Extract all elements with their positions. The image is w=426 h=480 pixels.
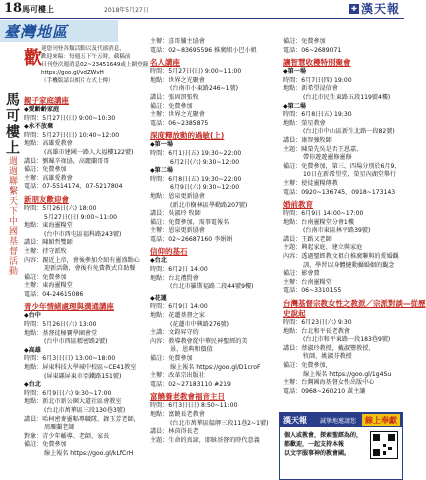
event-detail: 備註：免費參加: [283, 38, 326, 45]
event-session-label: ◆花蓮: [150, 294, 167, 302]
notice-line: （手機版請以相片方式上傳）: [41, 78, 114, 84]
event-detail: 時間：6月8日(五) 19:30: [283, 111, 352, 119]
event-detail: 時間：6月3日(日) 8:50~11:00: [150, 402, 238, 410]
events-column-2: [150, 38, 280, 445]
event-detail: 地點：東海靈糧堂: [24, 222, 73, 230]
event-detail: 講員：劉珮辛祿協，高麗蘭哥哥: [24, 157, 110, 165]
event-detail: 備註：免費參加，: [283, 362, 332, 369]
ad-line: 都歡迎，一起支持本報: [284, 441, 345, 448]
event-detail-cont: (台中市西區精密路2號): [44, 338, 108, 346]
event-detail: 備註：影會費: [283, 270, 320, 278]
qr-code-icon[interactable]: [370, 431, 398, 459]
event-detail: 電話：0968~260210 黃主讓: [283, 387, 366, 395]
event-detail-cont: 10日在新希望堂，榮星內湖堂舉行: [303, 171, 397, 179]
event-session-label: ◆高雄: [24, 346, 41, 354]
event-detail: 講員：王路又老師: [283, 235, 332, 243]
event-detail: 地點：新北市新公園大道社區會教室: [24, 398, 122, 406]
event-detail: 內容：透過聖經教文祖白推廣聯與的愛婚觀: [283, 253, 399, 261]
event-detail-cont: 線上報名 https://goo.gl/D1croF: [170, 363, 261, 371]
event-detail: 主辦：東海靈糧堂: [24, 282, 73, 290]
event-detail: 地點：高雄愛教會: [24, 140, 73, 148]
event-detail: 主題：陳榮先吳是否王恩嘉，: [283, 145, 363, 153]
notice-lines: [41, 45, 148, 85]
region-banner: [0, 20, 118, 42]
event-detail: 內容：親近上帝，會後參加介紹有靈盛點心: [24, 256, 140, 264]
event-detail: 主辦：台南靈糧堂: [283, 278, 332, 286]
event-detail: 地點：新希望浸信會: [283, 85, 338, 93]
side-column: [2, 92, 22, 302]
ad-slogan: 誠摯地邀請您: [320, 418, 357, 425]
event-detail-cont: (台北市萬華區艋舺三段11巷2~1號): [170, 419, 269, 427]
event-session-label: ◆愛齡齡家庭: [24, 106, 60, 113]
event-detail: 時間：6月2日 14:00: [150, 266, 208, 274]
ad-top-bar: [280, 413, 402, 427]
event-detail: 電話：06~3310155: [283, 287, 342, 295]
event-heading: 信仰的基石: [150, 247, 188, 257]
event-detail: 時間：6月9日 14:00~17:00: [283, 210, 364, 218]
event-detail: 主講：文鈞昇守的: [150, 329, 199, 337]
event-detail-cont: (屏東縣屏東市亞鐵路151號): [44, 372, 122, 380]
event-detail: 地點：基督徒極寶學園會堂: [24, 329, 98, 337]
event-detail-cont: 景，恩典和價值: [170, 346, 213, 354]
event-detail: 地點：屏東科技大學城中校區~CE41教室: [24, 364, 137, 372]
event-detail: 電話：02~83695596 推廣組小巴小姐: [150, 46, 257, 54]
event-detail-cont: (台北市民生東路五段119號4樓): [303, 93, 391, 101]
event-detail: 備註：免費參加: [150, 102, 193, 110]
submission-notice: [24, 44, 149, 92]
event-detail: 電話：06~2689071: [283, 46, 342, 54]
event-detail: 主辦：台灣國海基督女性出版中心: [283, 379, 375, 387]
event-detail: 地點：花蓮基督之家: [150, 312, 205, 320]
event-heading: 親子家庭講座: [24, 96, 69, 105]
event-detail-cont: (台北市和平東路一段183巷9號): [303, 336, 391, 344]
event-detail: 地點：台南靈糧堂分會1樓: [283, 218, 354, 226]
event-heading: 新朋友歡迎會: [24, 194, 69, 204]
event-detail: 時間：6月9日(六) 9:30~17:00: [24, 389, 112, 397]
notice-line: 迎您刊登各類活動以及代禱消息，: [41, 46, 125, 52]
event-detail-cont: (花蓮市中興路276號): [170, 320, 230, 328]
event-session-label: ◆第一場: [283, 68, 306, 76]
welcome-glyph: 歡: [24, 48, 42, 69]
section-name: 馬可樓上: [22, 5, 54, 14]
event-detail: 主辦：世界之光聚會: [150, 111, 205, 119]
event-heading: 史說起: [283, 309, 306, 319]
region-title: 臺灣地區: [4, 23, 69, 41]
event-detail: 內容：教導教會從中華民神聖經的美: [150, 337, 248, 345]
event-detail: 電話：02~27183110 #219: [150, 380, 231, 388]
event-detail: 講員：蔡淑玲教授，戴淑豐教授，: [283, 344, 375, 352]
event-detail: 備註：免費參加: [24, 441, 67, 449]
event-heading: 青少年情緒處理與溝通講座: [24, 302, 114, 312]
notice-line: 歡迎來稿：每週五下午五時，截稿前: [41, 54, 131, 60]
event-detail: 時間：5月26日(六) 13:00: [24, 321, 97, 329]
event-detail: 時間：6月23日(六) 9:30: [283, 319, 352, 327]
event-detail: 備註：免費參加，第三、四場分別於6月9、: [283, 162, 401, 170]
event-detail-cont: (高雄市建國一路人大福樓122號): [44, 148, 134, 156]
online-donate-button[interactable]: 線上奉獻: [362, 414, 400, 426]
event-detail: 電話：06~2385875: [150, 119, 209, 127]
event-detail-cont: (台北市羅斯福路二段44號9樓): [170, 283, 254, 291]
event-detail: 講員：康智強牧師: [283, 136, 332, 144]
event-session-label: ◆台北: [24, 381, 41, 389]
masthead-logo-icon: ✚: [349, 4, 359, 14]
event-detail: 時間：6月1日(五) 19:30~22:00: [150, 149, 242, 157]
event-session-label: ◆台中: [24, 312, 41, 320]
notice-line: 日刊登次週消息02~23451649或上網登錄: [41, 62, 149, 68]
masthead-title: 漢天報: [360, 2, 400, 16]
events-column-3: [283, 38, 426, 396]
event-detail-cont: (新北市樹林區學勤路207號): [170, 201, 248, 209]
event-detail-cont: (台中市西屯區福科路243號): [44, 230, 122, 238]
event-detail: 地點：恩泉更新協會: [150, 192, 205, 200]
event-heading: 讓智慧收穫特別聚會: [283, 58, 351, 68]
event-detail-cont: (台南市東區林平路39號): [303, 227, 371, 235]
event-detail: 主題：興起家庭、建立與家庭: [283, 244, 363, 252]
event-detail-cont: 5月27日(日) 9:00~11:00: [44, 213, 117, 221]
event-session-label: ◆第二場: [283, 102, 306, 110]
event-detail-cont: (台北市萬華區三段130巷3號): [44, 407, 126, 414]
event-session-label: ◆第二場: [150, 167, 173, 175]
event-detail: 時間：6月7日(四) 19:00: [283, 76, 352, 84]
ad-text: [284, 431, 362, 458]
notice-line: https://goo.gl/vdZWvH: [41, 70, 104, 76]
events-column-1: [24, 96, 148, 459]
event-detail: 主辦：使徒靈糧傳教: [283, 179, 338, 187]
event-detail-cont: 線上報名 https://goo.gl/1g4Su: [303, 370, 392, 378]
event-detail: 備註：免費參加，需事電報名: [150, 218, 230, 226]
event-detail: 電話：02~26687160 李娟娟: [150, 235, 233, 243]
event-detail-cont: (台北市中山區新生北路一段82號): [303, 128, 395, 136]
issue-date: 2018年5月27日: [104, 7, 149, 14]
ad-line: 以文字服事神的教會國。: [284, 450, 351, 457]
event-detail: 時間：6月9日 14:00: [150, 303, 208, 311]
event-detail-cont: 訓，學習以身體健動攝婚姻的觀念: [303, 261, 395, 269]
event-detail: 時間：6月3日(日) 13:00~18:00: [24, 355, 116, 363]
event-detail: 對象：青少年輔導、老師、家長: [24, 432, 110, 440]
event-detail: 電話：07-5514174、07-5217804: [24, 183, 123, 191]
event-detail: 備註：免費參加: [24, 166, 67, 174]
event-detail: 備註：免費參加: [24, 273, 67, 281]
event-detail-cont: 線上報名 https://goo.gl/kLfCrH: [44, 449, 134, 457]
event-detail: 備註：免費參加: [150, 355, 193, 362]
side-title: 馬可樓上: [4, 92, 20, 156]
masthead: [349, 1, 400, 16]
ad-logo: 漢天報: [283, 415, 307, 425]
event-detail-cont: 6月2日(六) 9:30~12:00: [170, 158, 240, 166]
event-detail: 地點：台北和平長老教會: [283, 327, 351, 335]
event-detail: 時間：5月27日(日) 10:40~12:00: [24, 131, 120, 139]
event-heading: 富饒養老教會福音主日: [150, 392, 225, 402]
event-detail: 主辦：喜哥脯主協會: [150, 38, 205, 45]
event-detail: 主辦：改革宗出版社: [150, 372, 205, 380]
event-detail: 地點：榮星教會: [283, 119, 326, 127]
event-heading: 台灣基督宗教女性之教派／宗派對談—從歷: [283, 299, 426, 309]
event-detail: 地點：台北禮賢會: [150, 274, 199, 282]
event-detail: 講員：陳穎哲雙師: [24, 239, 73, 247]
ad-line: 個人或教會，探索聖經為的，: [284, 432, 363, 439]
event-detail: 講員：哈柯密麥靈幅專職隊，錄玉芳老師，: [24, 415, 140, 423]
event-detail: 時間：5月27日(日) 9:00~11:00: [150, 68, 242, 76]
event-detail: 講員：林茵得長老: [150, 428, 199, 436]
event-detail: 主辦：持守派牧: [24, 247, 67, 255]
page-header: [0, 0, 404, 19]
event-detail: 時間：5月27日(日) 9:00~10:30: [24, 114, 116, 122]
event-detail: 地點：世界之光聚會: [150, 76, 205, 84]
event-detail: 講員：張固溟張牧: [150, 93, 199, 101]
event-detail: 主題：生命的真諦，耶穌基督的時代意義: [150, 436, 260, 444]
event-detail-cont: 牧師，姚淑芬教授: [303, 353, 352, 361]
event-detail: 時間：6月8日(五) 19:30~22:00: [150, 175, 242, 183]
event-detail-cont: (台南市小東路246~1號): [170, 85, 239, 93]
event-detail: 主辦：恩泉更新協會: [150, 227, 205, 235]
event-detail: 電話：04-24615086: [24, 290, 84, 298]
event-heading: 婚前教育: [283, 200, 313, 210]
event-detail: 時間：5月26日(六) 18:00: [24, 204, 97, 212]
event-heading: 深度釋放動的過敏(上): [150, 131, 225, 141]
event-heading: 名人講座: [150, 58, 180, 68]
page-number: 18: [4, 1, 23, 16]
event-detail-cont: 帶你遊遊靈修靈修: [303, 154, 352, 162]
event-detail-cont: 迎新活動，會後有免費教式自助餐: [44, 265, 136, 273]
event-session-label: ◆台北: [150, 257, 167, 265]
event-detail: 講員：吳淑玲 牧師: [150, 210, 201, 218]
donation-ad[interactable]: [279, 412, 403, 480]
event-detail-cont: 周雁蘭老師: [44, 424, 75, 432]
event-detail: 電話：0920~136745，0918~173143: [283, 188, 396, 196]
event-detail: 地點：富饒長老教會: [150, 410, 205, 418]
event-detail: 主辦：高雄愛教會: [24, 174, 73, 182]
event-detail-cont: 6月9日(六) 9:30~12:00: [170, 184, 240, 192]
event-session-label: ◆永不放棄: [24, 123, 54, 131]
side-subtitle: 週週聯繫天下中國基督活動: [7, 156, 17, 276]
event-session-label: ◆第一場: [150, 141, 173, 149]
